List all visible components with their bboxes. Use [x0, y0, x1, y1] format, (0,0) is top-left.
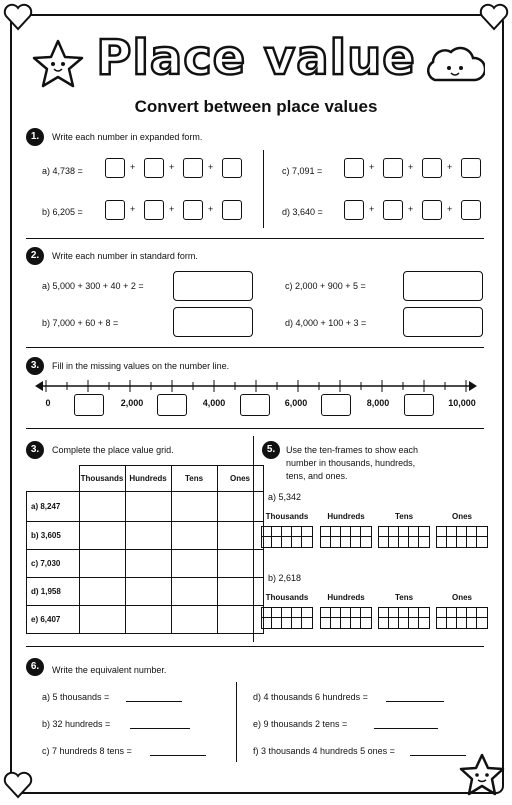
section-instruction: Fill in the missing values on the number line. [52, 361, 230, 371]
grid-cell[interactable] [171, 578, 217, 606]
grid-cell[interactable] [125, 578, 171, 606]
place-value-grid [26, 465, 264, 634]
answer-box[interactable] [105, 158, 125, 178]
tick-label: 10,000 [448, 398, 476, 408]
ten-frame-label: Tens [394, 512, 414, 521]
answer-box[interactable] [222, 158, 242, 178]
plus-sign: + [369, 162, 375, 172]
answer-box[interactable] [157, 394, 187, 416]
item-label: a) 5 thousands = [42, 692, 110, 702]
grid-cell[interactable] [217, 522, 263, 550]
divider [263, 150, 264, 228]
section-number: 3. [26, 441, 44, 459]
plus-sign: + [169, 162, 175, 172]
number-line [34, 377, 478, 395]
grid-cell[interactable] [79, 550, 125, 578]
ten-frame[interactable] [320, 607, 372, 629]
answer-box[interactable] [105, 200, 125, 220]
answer-line[interactable] [150, 755, 206, 756]
grid-cell[interactable] [171, 492, 217, 522]
column-header: Hundreds [125, 466, 171, 492]
ten-frame[interactable] [436, 526, 488, 548]
answer-box[interactable] [344, 200, 364, 220]
page-title: Place value [96, 30, 416, 86]
plus-sign: + [130, 204, 136, 214]
section-instruction: Use the ten-frames to show each number in thousands, hundreds, tens, and ones. [286, 445, 419, 481]
plus-sign: + [447, 204, 453, 214]
item-label: c) 7 hundreds 8 tens = [42, 746, 132, 756]
plus-sign: + [408, 204, 414, 214]
answer-box[interactable] [404, 394, 434, 416]
item-label: b) 32 hundreds = [42, 719, 111, 729]
ten-frame[interactable] [436, 607, 488, 629]
grid-cell[interactable] [125, 522, 171, 550]
answer-line[interactable] [374, 728, 438, 729]
answer-box[interactable] [144, 200, 164, 220]
answer-line[interactable] [126, 701, 182, 702]
tick-label: 0 [45, 398, 51, 408]
ten-frame[interactable] [378, 526, 430, 548]
heart-icon [2, 2, 34, 32]
answer-box[interactable] [321, 394, 351, 416]
star-icon [458, 752, 506, 798]
answer-box[interactable] [144, 158, 164, 178]
grid-cell[interactable] [79, 578, 125, 606]
grid-cell[interactable] [79, 522, 125, 550]
answer-box[interactable] [403, 271, 483, 301]
grid-cell[interactable] [171, 522, 217, 550]
divider [26, 428, 484, 429]
item-label: c) 2,000 + 900 + 5 = [285, 281, 366, 291]
answer-box[interactable] [422, 158, 442, 178]
item-label: c) 7,091 = [282, 166, 323, 176]
plus-sign: + [208, 162, 214, 172]
heart-icon [2, 770, 34, 800]
section-instruction: Write each number in standard form. [52, 251, 198, 261]
grid-cell[interactable] [125, 550, 171, 578]
grid-cell[interactable] [125, 606, 171, 634]
divider [26, 646, 484, 647]
tick-label: 6,000 [284, 398, 308, 408]
row-label: a) 8,247 [27, 492, 80, 522]
answer-box[interactable] [173, 307, 253, 337]
section-number: 1. [26, 128, 44, 146]
answer-line[interactable] [410, 755, 466, 756]
answer-box[interactable] [461, 158, 481, 178]
row-label: d) 1,958 [27, 578, 80, 606]
section-number: 5. [262, 441, 280, 459]
row-label: e) 6,407 [27, 606, 80, 634]
divider [253, 436, 254, 642]
ten-frame-label: Ones [451, 593, 472, 602]
column-header: Thousands [79, 466, 125, 492]
plus-sign: + [130, 162, 136, 172]
section-number: 2. [26, 247, 44, 265]
grid-cell[interactable] [217, 492, 263, 522]
answer-box[interactable] [422, 200, 442, 220]
item-label: b) 7,000 + 60 + 8 = [42, 318, 119, 328]
ten-frame[interactable] [378, 607, 430, 629]
answer-box[interactable] [344, 158, 364, 178]
ten-frame-label: Thousands [265, 593, 309, 602]
answer-box[interactable] [383, 200, 403, 220]
plus-sign: + [447, 162, 453, 172]
item-label: f) 3 thousands 4 hundreds 5 ones = [253, 746, 395, 756]
ten-frame[interactable] [261, 526, 313, 548]
tick-label: 2,000 [120, 398, 144, 408]
tick-label: 4,000 [202, 398, 226, 408]
section-instruction: Write each number in expanded form. [52, 132, 203, 142]
plus-sign: + [208, 204, 214, 214]
row-label: b) 3,605 [27, 522, 80, 550]
item-label: d) 3,640 = [282, 207, 323, 217]
ten-frame-label: Tens [394, 593, 414, 602]
answer-box[interactable] [222, 200, 242, 220]
section-number: 3. [26, 357, 44, 375]
item-label: a) 4,738 = [42, 166, 83, 176]
divider [236, 682, 237, 762]
grid-cell[interactable] [125, 492, 171, 522]
plus-sign: + [169, 204, 175, 214]
answer-box[interactable] [383, 158, 403, 178]
grid-cell[interactable] [217, 550, 263, 578]
answer-box[interactable] [403, 307, 483, 337]
plus-sign: + [369, 204, 375, 214]
section-instruction: Complete the place value grid. [52, 445, 174, 455]
item-label: e) 9 thousands 2 tens = [253, 719, 348, 729]
tick-label: 8,000 [366, 398, 390, 408]
divider [26, 347, 484, 348]
item-label: a) 5,342 [268, 492, 302, 502]
item-label: b) 6,205 = [42, 207, 83, 217]
page-subtitle: Convert between place values [134, 97, 378, 116]
answer-box[interactable] [173, 271, 253, 301]
ten-frame-label: Hundreds [327, 593, 365, 602]
answer-box[interactable] [240, 394, 270, 416]
ten-frame-label: Ones [451, 512, 472, 521]
column-header: Ones [217, 466, 263, 492]
row-label: c) 7,030 [27, 550, 80, 578]
ten-frame-label: Hundreds [327, 512, 365, 521]
divider [26, 238, 484, 239]
grid-cell[interactable] [171, 550, 217, 578]
answer-box[interactable] [183, 158, 203, 178]
heart-icon [478, 2, 510, 32]
column-header: Tens [171, 466, 217, 492]
item-label: d) 4 thousands 6 hundreds = [253, 692, 368, 702]
ten-frame[interactable] [261, 607, 313, 629]
grid-cell[interactable] [171, 606, 217, 634]
answer-box[interactable] [183, 200, 203, 220]
answer-line[interactable] [130, 728, 190, 729]
grid-cell[interactable] [79, 492, 125, 522]
answer-box[interactable] [74, 394, 104, 416]
answer-box[interactable] [461, 200, 481, 220]
answer-line[interactable] [386, 701, 444, 702]
ten-frame-label: Thousands [265, 512, 309, 521]
section-number: 6. [26, 658, 44, 676]
item-label: d) 4,000 + 100 + 3 = [285, 318, 367, 328]
grid-cell[interactable] [217, 578, 263, 606]
plus-sign: + [408, 162, 414, 172]
section-instruction: Write the equivalent number. [52, 665, 167, 675]
ten-frame[interactable] [320, 526, 372, 548]
item-label: b) 2,618 [268, 573, 302, 583]
grid-cell[interactable] [79, 606, 125, 634]
item-label: a) 5,000 + 300 + 40 + 2 = [42, 281, 144, 291]
grid-cell[interactable] [217, 606, 263, 634]
